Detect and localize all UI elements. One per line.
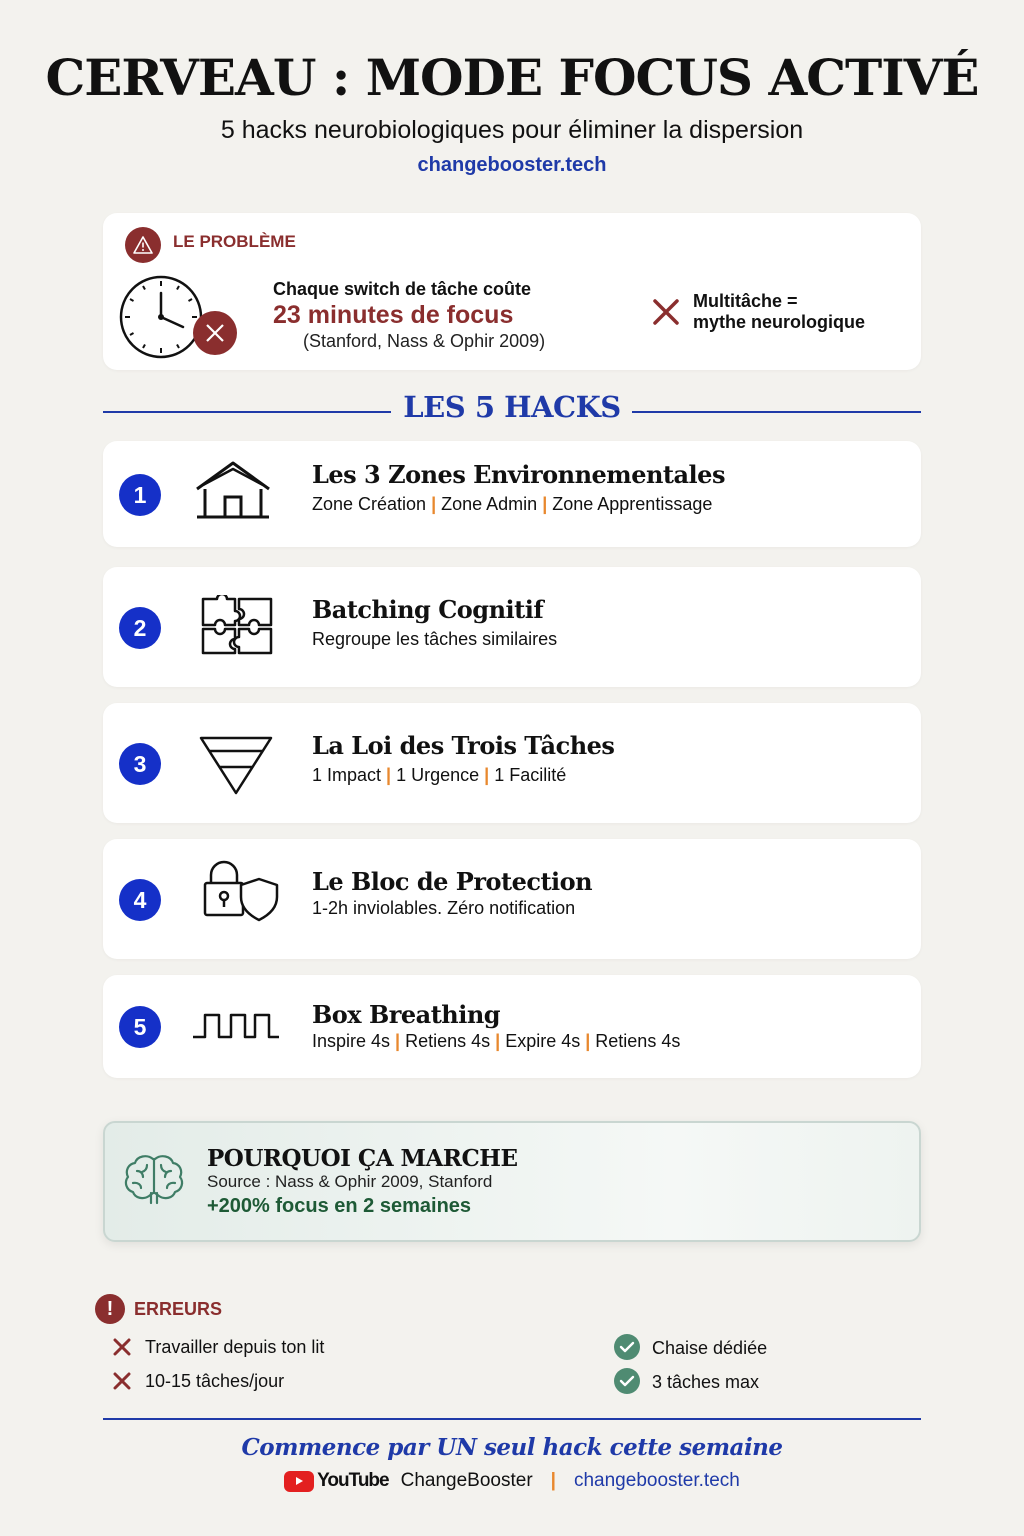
check-icon	[614, 1368, 640, 1394]
hack-part: Expire 4s	[505, 1031, 581, 1051]
exclamation-icon: !	[95, 1294, 125, 1324]
hack-part: Retiens 4s	[405, 1031, 491, 1051]
hack-description	[312, 494, 712, 515]
cross-icon	[651, 297, 681, 332]
page-title: CERVEAU : MODE FOCUS ACTIVÉ	[45, 48, 979, 107]
hack-card-3	[103, 703, 921, 823]
hack-title: Le Bloc de Protection	[312, 867, 593, 896]
footer-divider	[103, 1418, 921, 1420]
youtube-logo[interactable]	[284, 1470, 388, 1492]
call-to-action: Commence par UN seul hack cette semaine	[241, 1434, 783, 1461]
hack-title: Batching Cognitif	[312, 595, 544, 624]
hack-part: Zone Apprentissage	[552, 494, 713, 514]
problem-label: LE PROBLÈME	[173, 232, 296, 251]
separator: |	[542, 494, 548, 514]
inverted-pyramid-icon	[198, 733, 274, 802]
problem-text: Chaque switch de tâche coûte	[273, 279, 532, 299]
separator: |	[386, 765, 392, 785]
separator: |	[431, 494, 437, 514]
hack-description: 1-2h inviolables. Zéro notification	[312, 898, 576, 918]
hack-description	[312, 765, 566, 786]
warning-icon	[125, 227, 161, 263]
problem-citation: (Stanford, Nass & Ophir 2009)	[303, 331, 546, 351]
why-it-works-card	[103, 1121, 921, 1242]
why-source: Source : Nass & Ophir 2009, Stanford	[207, 1172, 493, 1191]
why-stat: +200% focus en 2 semaines	[207, 1195, 472, 1217]
myth-line-1: Multitâche =	[693, 291, 798, 311]
youtube-label: YouTube	[317, 1470, 389, 1491]
brain-icon	[123, 1153, 185, 1210]
site-link[interactable]: changebooster.tech	[417, 154, 607, 176]
why-title: POURQUOI ÇA MARCHE	[207, 1145, 518, 1172]
footer-site-link[interactable]: changebooster.tech	[573, 1470, 740, 1491]
hack-part: 1 Impact	[312, 765, 382, 785]
hack-description	[312, 1031, 680, 1052]
hack-description: Regroupe les tâches similaires	[312, 629, 558, 649]
hack-number: 3	[119, 743, 161, 785]
separator: |	[395, 1031, 401, 1051]
separator: |	[585, 1031, 591, 1051]
hack-title: Box Breathing	[312, 1000, 501, 1029]
cross-icon	[112, 1337, 132, 1362]
hack-number: 4	[119, 879, 161, 921]
good-item: Chaise dédiée	[652, 1338, 768, 1358]
problem-highlight: 23 minutes de focus	[273, 301, 514, 329]
footer	[0, 1470, 1024, 1492]
lock-shield-icon	[201, 859, 281, 928]
hack-title: La Loi des Trois Tâches	[312, 731, 615, 760]
separator: |	[495, 1031, 501, 1051]
hack-part: 1 Urgence	[396, 765, 480, 785]
page-subtitle: 5 hacks neurobiologiques pour éliminer la dispersion	[220, 116, 804, 144]
square-wave-icon	[191, 1011, 281, 1048]
section-title: LES 5 HACKS	[403, 390, 621, 424]
hack-number: 1	[119, 474, 161, 516]
hack-card-1	[103, 441, 921, 547]
error-item: 10-15 tâches/jour	[145, 1371, 285, 1391]
myth-statement	[693, 291, 865, 333]
problem-card	[103, 213, 921, 370]
puzzle-icon	[199, 595, 275, 662]
hack-number: 5	[119, 1006, 161, 1048]
channel-name[interactable]: ChangeBooster	[400, 1470, 533, 1491]
separator: |	[484, 765, 490, 785]
hack-part: Zone Admin	[441, 494, 538, 514]
hack-part: Retiens 4s	[595, 1031, 681, 1051]
hack-card-5	[103, 975, 921, 1078]
house-icon	[193, 459, 273, 528]
youtube-play-icon	[284, 1471, 314, 1492]
hack-part: Inspire 4s	[312, 1031, 391, 1051]
footer-separator: |	[550, 1470, 556, 1491]
hack-card-2	[103, 567, 921, 687]
cross-icon	[112, 1371, 132, 1396]
hack-card-4	[103, 839, 921, 959]
check-icon	[614, 1334, 640, 1360]
hack-part: Zone Création	[312, 494, 427, 514]
error-item: Travailler depuis ton lit	[145, 1337, 325, 1357]
errors-label: ERREURS	[134, 1299, 223, 1319]
good-item: 3 tâches max	[652, 1372, 760, 1392]
hack-number: 2	[119, 607, 161, 649]
hack-title: Les 3 Zones Environnementales	[312, 460, 725, 489]
hack-part: 1 Facilité	[494, 765, 567, 785]
clock-icon	[119, 273, 241, 366]
myth-line-2: mythe neurologique	[693, 312, 866, 332]
